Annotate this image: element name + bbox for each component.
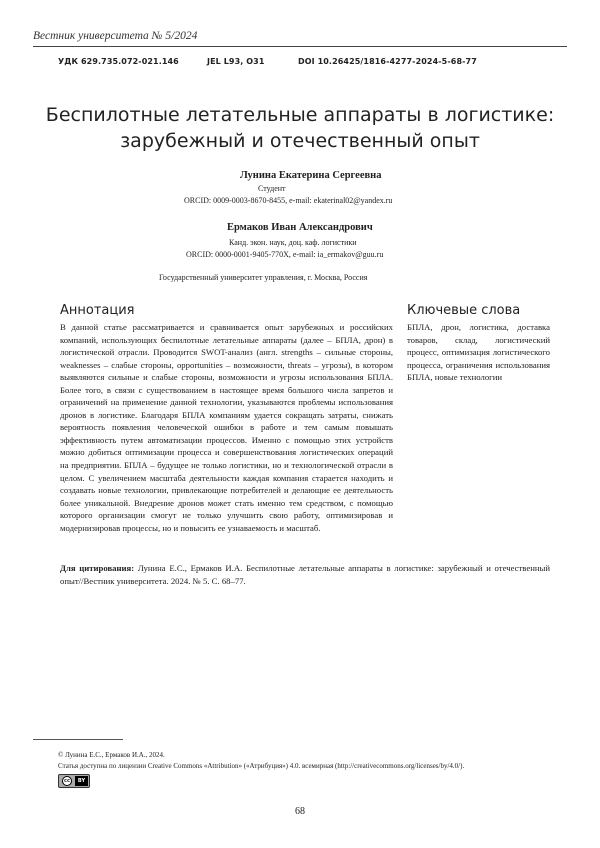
- cc-by-license-badge[interactable]: [58, 774, 90, 788]
- author-1-position: Студент: [258, 184, 286, 193]
- keywords-heading: Ключевые слова: [407, 303, 521, 318]
- keywords-text: БПЛА, дрон, логистика, доставка товаров, склад, логистический процесс, оптимизация логистического процесса, ограничения использования БПЛА, новые технологии: [407, 322, 550, 383]
- title-line-1: Беспилотные летательные аппараты в логистике:: [45, 104, 555, 126]
- abstract-heading: Аннотация: [60, 303, 135, 318]
- article-title: [40, 102, 560, 154]
- header-rule: [33, 46, 567, 47]
- journal-title: Вестник университета № 5/2024: [33, 30, 198, 42]
- copyright: © Лунина Е.С., Ермаков И.А., 2024.: [58, 751, 165, 759]
- author-1-name: Лунина Екатерина Сергеевна: [240, 170, 382, 181]
- citation-label: Для цитирования:: [60, 563, 135, 573]
- udc-code: УДК 629.735.072-021.146: [58, 57, 179, 66]
- license-text: Статья доступна по лицензии Creative Commons «Attribution» («Атрибуция») 4.0. всемирная (http://creativecommons.org/licenses/by/4.0/).: [58, 762, 465, 770]
- footnote-rule: [33, 739, 123, 740]
- doi[interactable]: DOI 10.26425/1816-4277-2024-5-68-77: [298, 57, 477, 66]
- affiliation: Государственный университет управления, г. Москва, Россия: [159, 273, 368, 282]
- author-2-contacts: ORCID: 0000-0001-9405-770X, e-mail: ia_ermakov@guu.ru: [186, 250, 384, 259]
- author-1-contacts: ORCID: 0009-0003-8670-8455, e-mail: ekaterinal02@yandex.ru: [184, 196, 393, 205]
- citation-text: Лунина Е.С., Ермаков И.А. Беспилотные летательные аппараты в логистике: зарубежный и отечественный опыт//Вестник университета. 2024. № 5. С. 68–77.: [60, 563, 550, 586]
- by-attribution-icon: BY: [75, 776, 88, 786]
- citation: [60, 562, 550, 587]
- jel-code: JEL L93, O31: [207, 57, 265, 66]
- author-2-position: Канд. экон. наук, доц. каф. логистики: [229, 238, 357, 247]
- title-line-2: зарубежный и отечественный опыт: [120, 130, 480, 152]
- abstract-text: В данной статье рассматривается и сравнивается опыт зарубежных и российских компаний, использующих беспилотные летательные аппараты (далее – БПЛА, дрон) в логистической отрасли. Проводится SWOT-анализ (англ. strengths – сильные стороны, weaknesses – слабые стороны, opportunities – возможности, threats – угрозы), в котором выявляются сильные и слабые стороны, возможности и угрозы использования БПЛА. Более того, в связи с существованием в настоящее время большого числа запретов и ограничений на применение данной технологии, указываются проблемы использования дронов в логистике. Благодаря БПЛА компаниям удается сокращать затраты, снижать вероятность появления человеческой ошибки в работе и тем самым повышать эффективность путем автоматизации процессов. Именно с помощью этих устройств можно добиться оптимизации процесса и совершенствования логистических операций на предприятии. БПЛА – будущее не только логистики, но и технологической отрасли в целом. С увеличением масштаба деятельности каждая компания старается находить и создавать новые технологии, привлекающие потребителей и делающие ее деятельность более уникальной. Внедрение дронов может стать именно тем средством, с помощью которого организации смогут не только улучшить свою работу, оптимизировав и модернизировав процессы, но и повысить ее узнаваемость и масштаб.: [60, 322, 393, 533]
- page-number: 68: [295, 806, 305, 817]
- author-2-name: Ермаков Иван Александрович: [227, 222, 373, 233]
- cc-logo-icon: cc: [62, 776, 72, 786]
